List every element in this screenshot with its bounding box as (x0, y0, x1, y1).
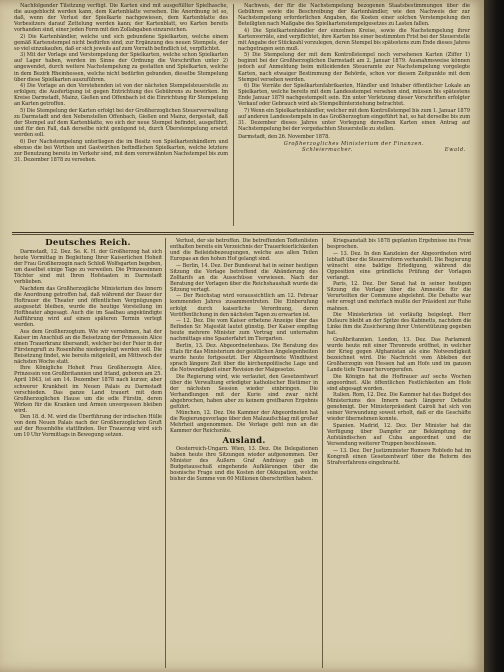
article-paragraph: Großbritannien. London, 13. Dez. Das Parlament wurde heute mit einer Thronrede eröffnet, in welcher der Krieg gegen Afghanistan als eine Notwendigkeit bezeichnet wird. Die Nachricht vom Ableben der Großherzogin von Hessen hat am Hofe und im ganzen Lande tiefe Trauer hervorgerufen. (327, 336, 471, 373)
article-paragraph: 4) Die Vorlage an den Vorstehenden ist von der nächsten Stempelsteuerstelle zu erfolgen; die Ausfertigung ist gegen Entrichtung des Gebührens zu bewirken. Im Kreise Darmstadt, Mainz, Gießen und Offenbach ist die Einrichtung für Stempelung an Karten getroffen. (14, 83, 228, 108)
news-column-3 (327, 238, 471, 668)
article-paragraph: Nachfolgender Tilsitzung verfügt. Die Karten sind mit ausgefüllter Spielhasche, die ausgeblocht werden kann, dem Kartenblatte versehen. Die Anordnung ist so, daß, wenn der Verlust der Spielkarte nachgewiesen, dem Kartenblatte des Vorbesitzers darauf Zettelung werden kann; der Kartenblatt, wo Karten bereits vorhanden sind, einer jeden Form mit den Zollabgaben einzureichen. (14, 3, 228, 34)
article-paragraph: 5) Die Stempelung der mit dem Kontrollstempel noch versehenen Karten (Ziffer 1) beginnt bei der Großherzoglichen Darmstadt am 2. Januar 1879. Ausnahmsweise können jedoch auf Anmeldung beim mitleidenden Steueramte zur Nachstempelung vorgelegte Karten, nach etwaiger Bestimmung der Behörde, schon vor diesem Zeitpunkte mit dem Stempel versehen werden. (238, 52, 470, 83)
article-paragraph: Verlust, der sie betroffen. Die betreffenden Todtenlisten enthalten bereits ein Verzeichnis der Trauerfeierlichkeiten und die Beileidsbezeugungen, welche aus allen Teilen Europas an den hohen Hof gelangt sind. (170, 238, 318, 263)
article-paragraph: Nachdem das Großherzogliche Ministerium des Innern die Anordnung getroffen hat, daß während der Dauer der Hoftrauer die Theater und öffentlichen Vergnügungen ausgesetzt bleiben, wurde die heutige Vorstellung im Hoftheater abgesagt. Auch die im Saalbau angekündigte Aufführung wird auf einen späteren Termin verlegt werden. (14, 285, 162, 329)
section-divider-rule-thin (12, 234, 474, 235)
news-column-2-paragraphs (170, 238, 318, 435)
news-column-3-paragraphs (327, 238, 471, 466)
book-binding-gutter (484, 0, 504, 672)
article-paragraph: Kriegsanstalt bis 1878 geplanten Ergebnisse ins Freie besprochen. (327, 238, 471, 251)
news-column-2-ausland-paragraphs (170, 446, 318, 482)
article-paragraph: Ihre Königliche Hoheit Frau Großherzogin Alice, Prinzessin von Großbritannien und Irland, geboren am 25. April 1843, ist am 14. Dezember 1878 nach kurzer, aber schwerer Krankheit im Neuen Palais zu Darmstadt verschieden. Das ganze Land trauert mit dem Großherzoglichen Hause um die edle Fürstin, deren Wirken für die Kranken und Armen unvergessen bleiben wird. (14, 365, 162, 414)
article-paragraph: Aus dem Großherzogtum. Wie wir vernehmen, hat der Kaiser im Anschluß an die Beisetzung der Prinzessin Alice einen Trauerkranz übersandt, welcher bei der Feier in der Fürstengruft zu Rosenhöhe niedergelegt werden soll. Die Beisetzung findet, wie bereits mitgeteilt, am Mittwoch der nächsten Woche statt. (14, 328, 162, 365)
article-paragraph: — Der Reichstag wird voraussichtlich am 12. Februar kommenden Jahres zusammentreten. Die Einberufung erfolgt durch kaiserliche Verordnung, deren Veröffentlichung in den nächsten Tagen zu erwarten ist. (170, 293, 318, 318)
news-column-divider-2 (322, 238, 323, 668)
article-paragraph: Paris, 12. Dez. Der Senat hat in seiner heutigen Sitzung die Vorlage über die Amnestie für die Verurteilten der Commune abgelehnt. Die Debatte war sehr erregt und mehrfach mußte der Präsident zur Ruhe mahnen. (327, 281, 471, 312)
article-paragraph: — 12. Dez. Die vom Kaiser erbetene Anzeige über das Befinden Sr. Majestät lautet günstig. Der Kaiser empfing heute mehrere Minister zum Vortrag und unternahm nachmittags eine Spazierfahrt im Tiergarten. (170, 318, 318, 343)
signature-place-date: Darmstadt, den 26. November 1878. (238, 133, 330, 140)
article-paragraph: 6) Der Nachstempelung unterliegen die im Besitz von Spielkartenhändlern und ebenso die bei Wirthen und Gastwirthen befindlichen Spielkarten, welche letztere zur Benutzung bereits im Verkehr sind, mit dem vorerwähnten Nachstempel bis zum 31. Dezember 1878 zu versehen. (14, 138, 228, 163)
section-title-ausland: Ausland. (222, 435, 266, 446)
news-column-divider-1 (165, 238, 166, 668)
upper-column-divider (233, 4, 234, 226)
upper-left-paragraphs (14, 3, 228, 163)
article-paragraph: Berlin, 13. Dez. Abgeordnetenhaus. Die Beratung des Etats für das Ministerium der geistlichen Angelegenheiten wurde heute fortgesetzt. Der Abgeordnete Windthorst sprach längere Zeit über die kirchenpolitische Lage und die Notwendigkeit einer Revision der Maigesetze. (170, 342, 318, 373)
article-paragraph: Die Ministerkrisis ist vorläufig beigelegt. Herr Dufaure bleibt an der Spitze des Kabinetts, nachdem die Linke ihm die Zusicherung ihrer Unterstützung gegeben hat. (327, 312, 471, 337)
article-paragraph: 5) Die Stempelung der Karten erfolgt bei der Großherzoglichen Steuerverwaltung zu Darmstadt und den Nebenstellen Offenbach, Gießen und Mainz, dergestalt, daß der Stempel auf dem Kartenblatte, wo sich der neue Stempel befindet, ausgeführt, und für den Fall, daß derselbe nicht genügend ist, durch Überstempelung ersetzt werden soll. (14, 107, 228, 138)
signature-name-left: Schleiermacher. (302, 147, 353, 154)
article-paragraph: Die Königin hat die Hoftrauer auf sechs Wochen angeordnet. Alle öffentlichen Festlichkeiten am Hofe sind abgesagt worden. (327, 373, 471, 392)
article-paragraph: Spanien. Madrid, 12. Dez. Der Minister hat die Verfügung über Dampfer zur Bekämpfung der Aufständischen auf Cuba angeordnet und die Versendung weiterer Truppen beschlossen. (327, 422, 471, 448)
article-paragraph: Italien. Rom, 12. Dez. Die Kammer hat das Budget des Ministeriums des Innern nach längerer Debatte genehmigt. Der Ministerpräsident Cairoli hat sich von seiner Verwundung soweit erholt, daß er die Geschäfte wieder übernehmen konnte. (327, 392, 471, 423)
news-column-1-paragraphs (14, 249, 162, 438)
article-paragraph: 2) Die Kartenhändler, welche und sich gebundene Spielkarten, welche einem gemäß Kartenstempel nicht bedürfen sind, zur Ergänzung des neuen Stempels, der so viel einzukaufen, daß er sich jeweils auf zum Vorrath befindlich ist, verpflichtet. (14, 33, 228, 52)
signature-name-right: Ewald. (444, 147, 466, 154)
article-paragraph: — 13. Dez. Der Justizminister Romero Robledo hat im Kongreß einen Gesetzentwurf über die Reform des Strafverfahrens eingebracht. (327, 447, 471, 466)
signature-authority: Großherzogliches Ministerium der Finanzen. (283, 140, 425, 147)
upper-right-column (238, 3, 470, 229)
article-paragraph: 6) Die Vorräte der Spielkartenfabrikanten, Händler und Inhaber öffentlicher Lokale an Spielkarten, welche bereits mit dem Landesstempel versehen sind, müssen bis spätestens Ende Januar 1879 nachgestempelt sein. Ein unter Verletzung dieser Vorschriften erfolgter Verkauf oder Gebrauch wird als Stempelhinterziehung betrachtet. (238, 83, 470, 108)
signature-names (238, 147, 470, 153)
upper-right-paragraphs (238, 3, 470, 132)
article-paragraph: Den 18. d. M. wird die Überführung der irdischen Hülle von dem Neuen Palais nach der Großherzoglichen Gruft auf der Rosenhöhe stattfinden. Der Trauerzug wird sich um 10 Uhr Vormittags in Bewegung setzen. (14, 414, 162, 439)
notice-signature (238, 134, 470, 153)
article-paragraph: 7) Wenn ein Spielkartenhändler, welcher mit dem Kontrollstempel bis zum 1. Januar 1879 auf anderen Landesstempeln in das Großherzogtum eingeführt hat, so hat derselbe bis zum 31. Dezember dieses Jahres unter Vorlegung derselben Karten einen Antrag auf Nachstempelung bei der vorgedachten Steuerstelle zu stellen. (238, 107, 470, 132)
article-paragraph: 3) Mit der Vorlage und Verstempelung der Spielkarten, welche schon Spielkarten auf Lager haben, werden im Sinne der Ordnung die Vorschriften unter 2) angewendet, durch weitere Nachstempelung zu gestatten und Spielkarten, welche in dem Bezirk Rheinhessen, welche nicht bedürfen gebunden, dieselbe Stempelung über diese Spielkarten auszuführen. (14, 52, 228, 83)
article-paragraph: Die Regierung wird, wie verlautet, den Gesetzentwurf über die Verwaltung erledigter katholischer Bistümer in der nächsten Session wieder einbringen. Die Verhandlungen mit der Kurie sind zwar nicht abgebrochen, haben aber zu keinem greifbaren Ergebnis geführt. (170, 373, 318, 410)
article-paragraph: Nachweis, der für die Nachstempelung bezogenen Staatsbestimmungen über die Gebühren sowie die Beschreibung der Kartenhändler, wie den Nachweis der zur Nachstempelung erforderlichen Angaben, die Kosten einer solchen Verstempelung den Beteiligten nach Maßgabe des Spielkartenstempelgesetzes zu Lasten fallen. (238, 3, 470, 28)
article-paragraph: Oesterreich-Ungarn. Wien, 13. Dez. Die Delegationen haben heute ihre Sitzungen wieder aufgenommen. Der Minister des Äußern Graf Andrássy gab im Budgetausschuß eingehende Aufklärungen über die bosnische Frage und die Kosten der Okkupation, welche bisher die Summe von 60 Millionen überschritten haben. (170, 445, 318, 482)
section-title-deutsches-reich: Deutsches Reich. (45, 238, 131, 248)
article-paragraph: 4) Die Spielkartenhändler der einzelnen Kreise, sowie die Nachstempelung ihrer Kartenvorräte, sind verpflichtet, ihre Karten bis einer bestimmten Frist bei der Steuerstelle mit Angabe der Stückzahl vorzulegen, deren Stempel bis spätestens zum Ende dieses Jahres nachgetragen sein muß. (238, 27, 470, 52)
article-paragraph: — 13. Dez. In den Kanzleien der Abgeordneten wird lebhaft über die Steuerreform verhandelt. Die Regierung wünscht eine baldige Erledigung, während die Opposition eine gründliche Prüfung der Vorlagen verlangt. (327, 250, 471, 281)
article-paragraph: München, 12. Dez. Die Kammer der Abgeordneten hat die Regierungsvorlage über den Malzaufschlag mit großer Mehrheit angenommen. Die Vorlage geht nun an die Kammer der Reichsräte. (170, 410, 318, 435)
upper-left-column (14, 3, 228, 226)
section-divider-rule (12, 232, 474, 233)
article-paragraph: Darmstadt, 12. Dez. Se. K. H. der Großherzog hat sich heute Vormittag in Begleitung Ihrer Kaiserlichen Hoheit der Frau Großherzogin nach Schloß Wolfsgarten begeben, um daselbst einige Tage zu verweilen. Die Prinzessinnen Töchter sind mit Ihren Hofstaaten in Darmstadt verblieben. (14, 249, 162, 286)
news-column-1 (14, 249, 162, 669)
news-column-2 (170, 238, 318, 668)
article-paragraph: — Berlin, 14. Dez. Der Bundesrat hat in seiner heutigen Sitzung die Vorlage betreffend die Abänderung des Zolltarifs an die Ausschüsse verwiesen. Nach der Beratung der Vorlagen über die Reichshaushalt wurde die Sitzung vertagt. (170, 262, 318, 293)
